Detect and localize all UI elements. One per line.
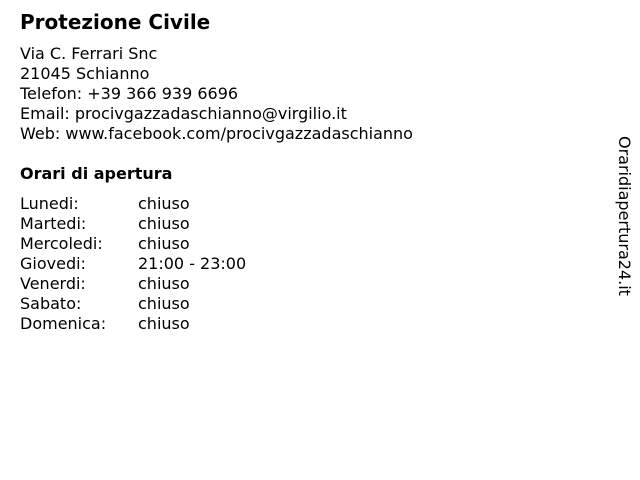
hours-value: chiuso [138,314,190,333]
hours-row-venerdi [20,274,320,294]
hours-row-martedi [20,214,320,234]
hours-row-giovedi [20,254,320,274]
opening-hours-table [20,194,320,334]
site-watermark: Oraridiapertura24.it [615,136,634,296]
phone-line: Telefon: +39 366 939 6696 [20,84,239,103]
hours-value: chiuso [138,274,190,293]
web-line: Web: www.facebook.com/procivgazzadaschianno [20,124,413,143]
address-street: Via C. Ferrari Snc [20,44,158,63]
email-line: Email: procivgazzadaschianno@virgilio.it [20,104,347,123]
hours-heading: Orari di apertura [20,164,173,183]
contact-block [20,44,413,144]
day-label: Domenica: [20,314,107,333]
page-title: Protezione Civile [20,10,211,34]
hours-row-lunedi [20,194,320,214]
hours-value: chiuso [138,194,190,213]
day-label: Lunedi: [20,194,79,213]
day-label: Martedi: [20,214,87,233]
address-city: 21045 Schianno [20,64,150,83]
day-label: Sabato: [20,294,82,313]
day-label: Mercoledi: [20,234,103,253]
day-label: Venerdi: [20,274,86,293]
hours-row-domenica [20,314,320,334]
hours-value: chiuso [138,294,190,313]
hours-value: chiuso [138,234,190,253]
hours-row-sabato [20,294,320,314]
day-label: Giovedi: [20,254,86,273]
hours-value: 21:00 - 23:00 [138,254,247,273]
hours-value: chiuso [138,214,190,233]
hours-row-mercoledi [20,234,320,254]
